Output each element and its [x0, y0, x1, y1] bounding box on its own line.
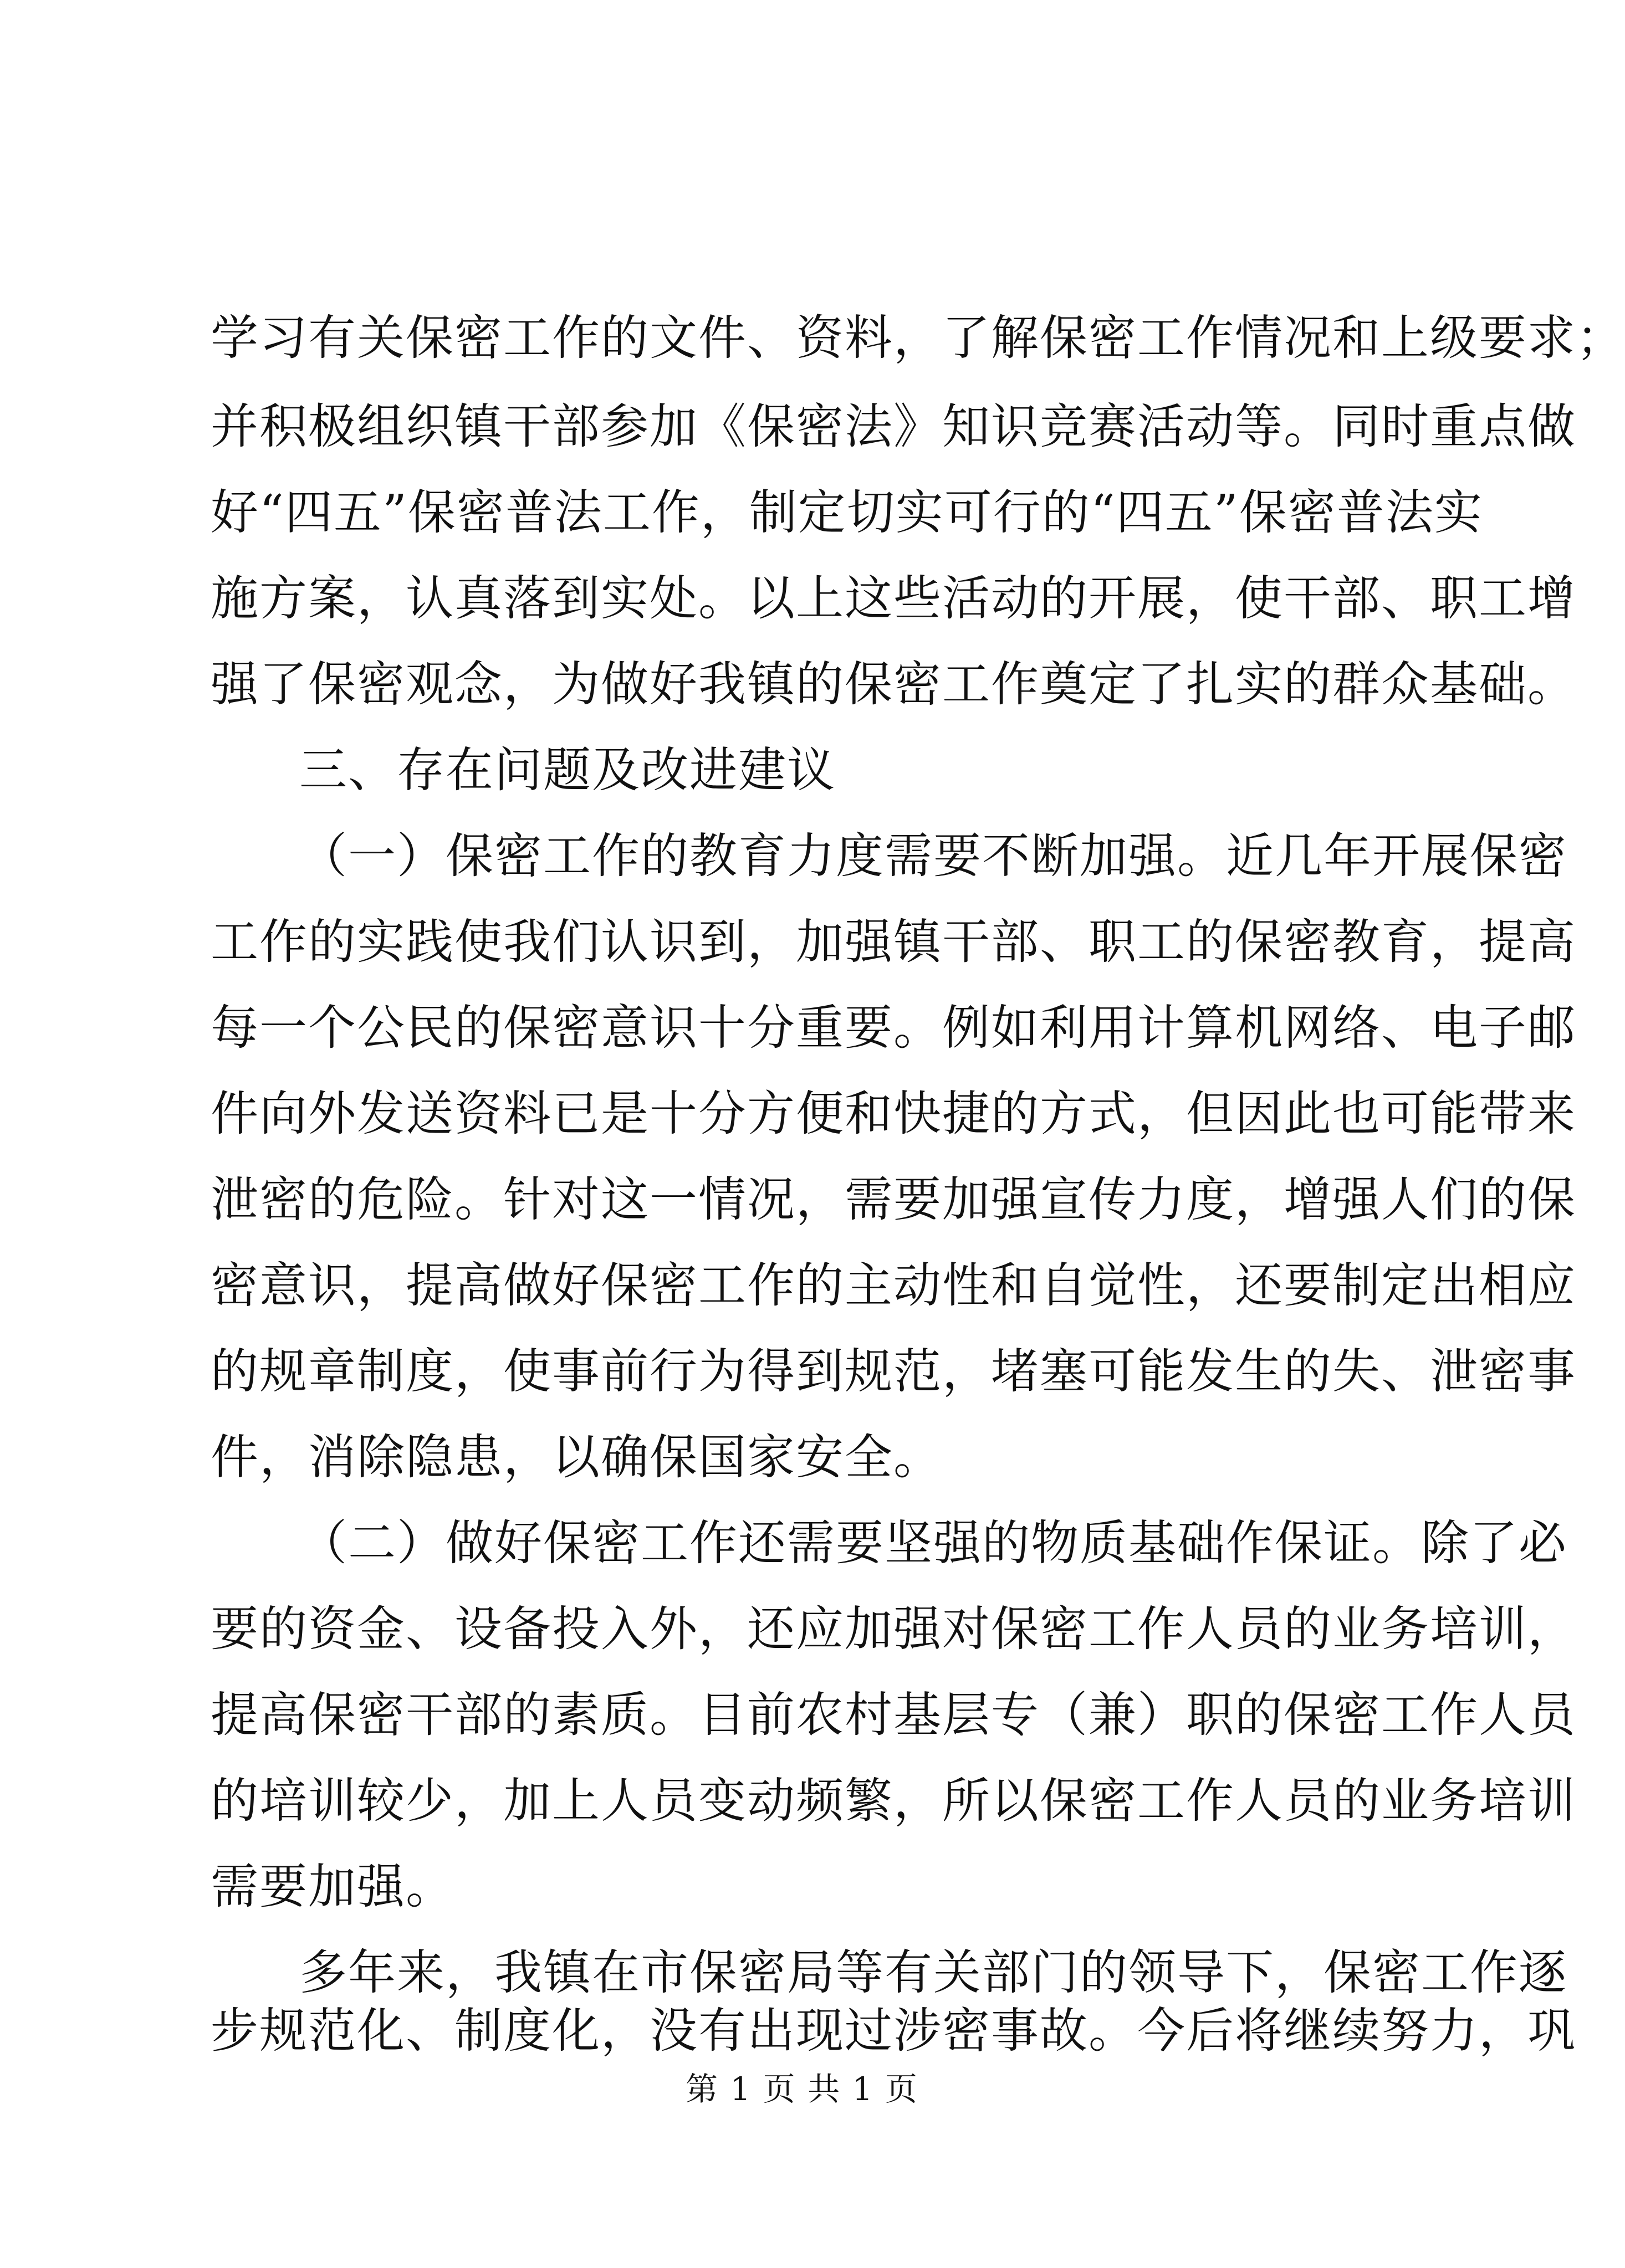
- paragraph-line: （二）做好保密工作还需要坚强的物质基础作保证。除了必: [299, 1516, 1567, 1571]
- page-number-footer: 第 1 页 共 1 页: [686, 2070, 918, 2108]
- paragraph-line: 每一个公民的保密意识十分重要。例如利用计算机网络、电子邮: [211, 1000, 1576, 1056]
- paragraph-line: 提高保密干部的素质。目前农村基层专（兼）职的保密工作人员: [211, 1687, 1576, 1743]
- paragraph-line: 要的资金、设备投入外，还应加强对保密工作人员的业务培训，: [211, 1601, 1576, 1657]
- paragraph-line: 件，消除隐患，以确保国家安全。: [211, 1430, 942, 1485]
- paragraph-line: 密意识，提高做好保密工作的主动性和自觉性，还要制定出相应: [211, 1258, 1576, 1313]
- paragraph-line: 的培训较少，加上人员变动频繁，所以保密工作人员的业务培训: [211, 1773, 1576, 1829]
- paragraph-line: 并积极组织镇干部参加《保密法》知识竞赛活动等。同时重点做: [211, 399, 1576, 454]
- paragraph-line: 多年来，我镇在市保密局等有关部门的领导下，保密工作逐: [299, 1945, 1567, 2000]
- paragraph-line: 施方案，认真落到实处。以上这些活动的开展，使干部、职工增: [211, 571, 1576, 626]
- paragraph-line: 工作的实践使我们认识到，加强镇干部、职工的保密教育，提高: [211, 914, 1576, 970]
- paragraph-line: 强了保密观念，为做好我镇的保密工作奠定了扎实的群众基础。: [211, 657, 1576, 712]
- paragraph-line: 步规范化、制度化，没有出现过涉密事故。今后将继续努力，巩: [211, 2003, 1576, 2059]
- paragraph-line: 学习有关保密工作的文件、资料，了解保密工作情况和上级要求；: [211, 310, 1625, 366]
- paragraph-line: 需要加强。: [211, 1859, 454, 1914]
- paragraph-line: 件向外发送资料已是十分方便和快捷的方式，但因此也可能带来: [211, 1086, 1576, 1141]
- section-heading: 三、存在问题及改进建议: [299, 743, 836, 798]
- paragraph-line: 泄密的危险。针对这一情况，需要加强宣传力度，增强人们的保: [211, 1172, 1576, 1227]
- paragraph-line: 的规章制度，使事前行为得到规范，堵塞可能发生的失、泄密事: [211, 1344, 1576, 1399]
- paragraph-line: 好“四五”保密普法工作，制定切实可行的“四五”保密普法实: [211, 485, 1483, 540]
- paragraph-line: （一）保密工作的教育力度需要不断加强。近几年开展保密: [299, 828, 1567, 884]
